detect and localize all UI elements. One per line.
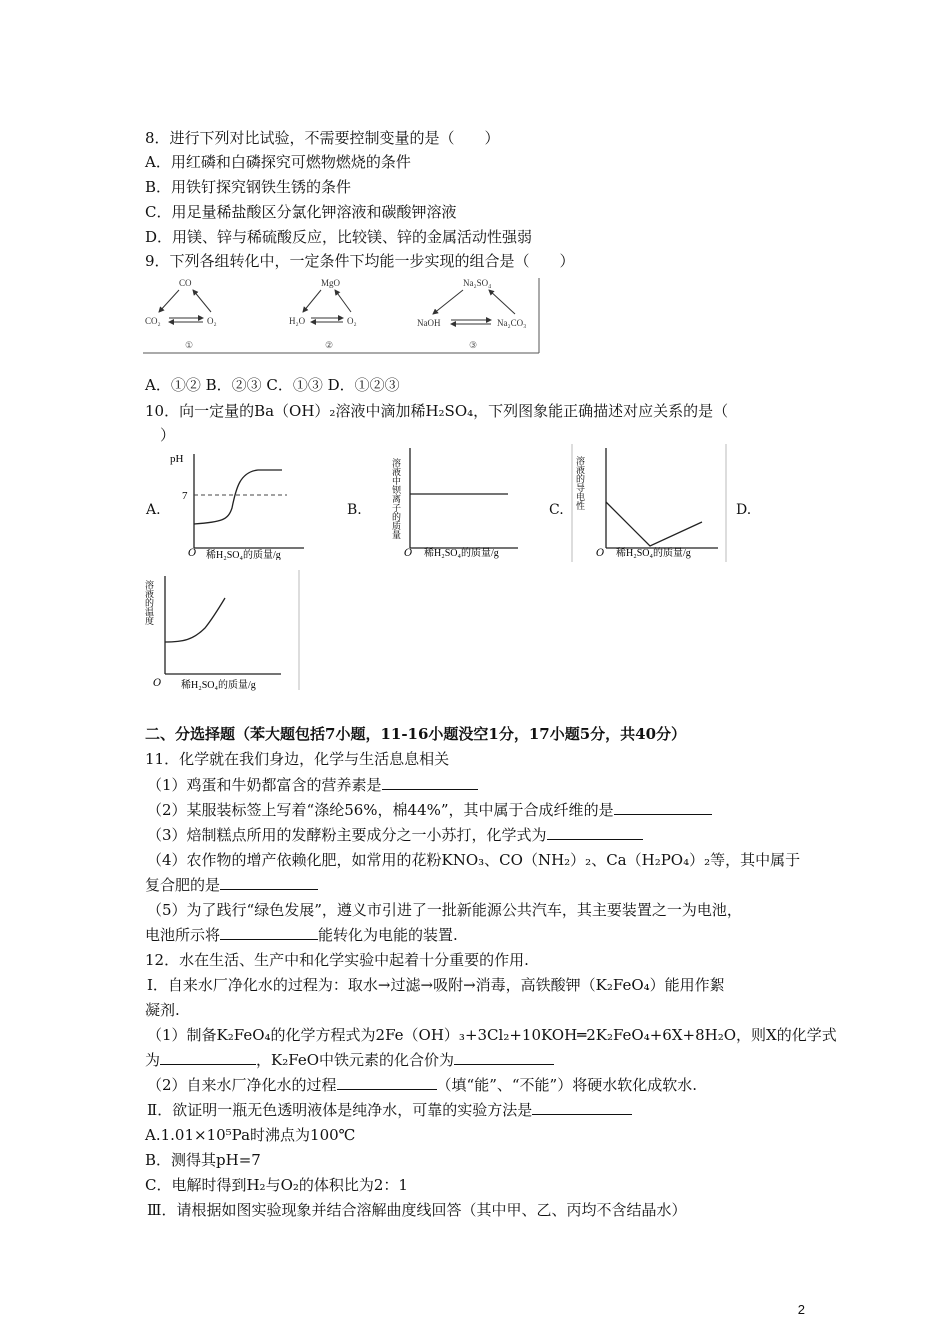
g2-left: H₂O bbox=[289, 316, 306, 326]
q10-graph-c bbox=[566, 444, 730, 564]
q11-part-2: （2）某服装标签上写着“涤纶56%，棉44%”，其中属于合成纤维的是 bbox=[147, 800, 712, 820]
q12-part-ii: Ⅱ．欲证明一瓶无色透明液体是纯净水，可靠的实验方法是 bbox=[147, 1100, 632, 1120]
graph-d-xlabel: 稀H₂SO₄的质量/g bbox=[181, 680, 256, 691]
q10-label-a: A. bbox=[146, 502, 161, 518]
q12-part-i-line1: Ⅰ．自来水厂净化水的过程为：取水→过滤→吸附→消毒，高铁酸钾（K₂FeO₄）能用作絮 bbox=[147, 976, 725, 994]
q12-part-iii: Ⅲ．请根据如图实验现象并结合溶解曲度线回答（其中甲、乙、丙均不含结晶水） bbox=[147, 1201, 687, 1219]
q10-stem-line1: 10．向一定量的Ba（OH）₂溶液中滴加稀H₂SO₄，下列图象能正确描述对应关系的是（ bbox=[145, 402, 729, 420]
q9-group-2 bbox=[289, 278, 357, 351]
q8-option-c: C．用足量稀盐酸区分氯化钾溶液和碳酸钾溶液 bbox=[145, 203, 457, 221]
q10-graph-b bbox=[364, 444, 524, 560]
g3-top: Na₂SO₄ bbox=[463, 278, 492, 288]
q8-option-b: B．用铁钉探究钢铁生锈的条件 bbox=[145, 178, 352, 196]
graph-b-ylabel bbox=[391, 457, 402, 539]
q10-graph-a bbox=[162, 448, 312, 560]
section-2-heading: 二、分选择题（苯大题包括7小题，11-16小题没空1分，17小题5分，共40分） bbox=[145, 725, 687, 743]
q11-part-4a: （4）农作物的增产依赖化肥，如常用的花粉KNO₃、CO（NH₂）₂、Ca（H₂PO₄）₂等，其中属于 bbox=[147, 851, 801, 869]
graph-d-ylabel bbox=[144, 579, 154, 625]
answer-blank[interactable] bbox=[337, 1075, 437, 1090]
q11-part-1: （1）鸡蛋和牛奶都富含的营养素是 bbox=[147, 775, 478, 795]
answer-blank[interactable] bbox=[547, 825, 643, 840]
g2-right: O₂ bbox=[347, 316, 357, 326]
g2-num: ② bbox=[325, 341, 334, 351]
q9-stem: 9．下列各组转化中，一定条件下均能一步实现的组合是（ ） bbox=[145, 252, 575, 270]
q12-option-a: A.1.01×10⁵Pa时沸点为100℃ bbox=[145, 1126, 356, 1144]
q12-option-b: B．测得其pH=7 bbox=[145, 1151, 261, 1169]
q11-stem: 11．化学就在我们身边，化学与生活息息相关 bbox=[145, 750, 450, 768]
q9-conversion-diagrams bbox=[143, 272, 543, 354]
graph-c-origin: O bbox=[596, 548, 605, 559]
answer-blank[interactable] bbox=[220, 925, 318, 940]
graph-a-tick: 7 bbox=[182, 490, 188, 502]
answer-blank[interactable] bbox=[160, 1050, 256, 1065]
svg-text:溶液中钡离子的质量: 溶液中钡离子的质量 bbox=[391, 458, 401, 539]
graph-a-origin: O bbox=[188, 548, 197, 559]
graph-c-ylabel bbox=[575, 455, 585, 511]
q12-part-2: （2）自来水厂净化水的过程 （填“能”、“不能”）将硬水软化成软水. bbox=[147, 1076, 697, 1094]
q9-group-1 bbox=[145, 278, 217, 351]
graph-a-ylabel: pH bbox=[170, 453, 184, 465]
answer-blank[interactable] bbox=[614, 800, 712, 815]
q12-option-c: C．电解时得到H₂与O₂的体积比为2：1 bbox=[145, 1176, 408, 1194]
answer-blank[interactable] bbox=[220, 875, 318, 890]
q12-part-1a: （1）制备K₂FeO₄的化学方程式为2Fe（OH）₃+3Cl₂+10KOH═2K₂FeO₄+6X+8H₂O，则X的化学式 bbox=[147, 1026, 837, 1044]
svg-text:溶液的温度: 溶液的温度 bbox=[144, 580, 154, 625]
answer-blank[interactable] bbox=[532, 1100, 632, 1115]
svg-text:溶液的导电性: 溶液的导电性 bbox=[575, 456, 585, 510]
graph-c-xlabel: 稀H₂SO₄的质量/g bbox=[616, 548, 691, 559]
g1-num: ① bbox=[185, 341, 194, 351]
g3-left: NaOH bbox=[417, 318, 441, 328]
q12-part-i-line2: 凝剂. bbox=[145, 1001, 180, 1019]
g1-top: CO bbox=[179, 278, 192, 288]
g3-num: ③ bbox=[469, 341, 478, 351]
q12-part-1b: 为 ，K₂FeO中铁元素的化合价为 bbox=[145, 1050, 554, 1070]
q11-part-3: （3）焙制糕点所用的发酵粉主要成分之一小苏打，化学式为 bbox=[147, 825, 643, 845]
q8-option-a: A．用红磷和白磷探究可燃物燃烧的条件 bbox=[145, 153, 411, 171]
q12-stem: 12．水在生活、生产中和化学实验中起着十分重要的作用. bbox=[145, 951, 529, 969]
q8-option-d: D．用镁、锌与稀硫酸反应，比较镁、锌的金属活动性强弱 bbox=[145, 228, 533, 246]
q11-part-5a: （5）为了践行“绿色发展”，遵义市引进了一批新能源公共汽车，其主要装置之一为电池， bbox=[147, 901, 742, 919]
q10-stem-line2: ） bbox=[145, 426, 176, 444]
answer-blank[interactable] bbox=[382, 775, 478, 790]
q9-answers: A．①② B．②③ C．①③ D．①②③ bbox=[145, 376, 400, 394]
q11-part-4b: 复合肥的是 bbox=[145, 875, 318, 895]
g3-right: Na₂CO₃ bbox=[497, 318, 527, 328]
graph-b-xlabel: 稀H₂SO₄的质量/g bbox=[424, 548, 499, 559]
q8-stem: 8．进行下列对比试验，不需要控制变量的是（ ） bbox=[145, 129, 500, 147]
q10-label-d: D. bbox=[736, 502, 752, 518]
g1-right: O₂ bbox=[207, 316, 217, 326]
q11-part-5b: 电池所示将 能转化为电能的装置. bbox=[145, 926, 458, 944]
q10-graph-d bbox=[143, 570, 303, 692]
page-number: 2 bbox=[797, 1302, 805, 1317]
q10-label-b: B. bbox=[347, 502, 362, 518]
q9-group-3 bbox=[417, 278, 526, 351]
q10-label-c: C. bbox=[549, 502, 564, 518]
g2-top: MgO bbox=[321, 278, 341, 288]
graph-d-origin: O bbox=[153, 678, 162, 689]
graph-a-xlabel: 稀H₂SO₄的质量/g bbox=[206, 550, 281, 560]
g1-left: CO₂ bbox=[145, 316, 161, 326]
answer-blank[interactable] bbox=[454, 1050, 554, 1065]
graph-b-origin: O bbox=[404, 548, 413, 559]
